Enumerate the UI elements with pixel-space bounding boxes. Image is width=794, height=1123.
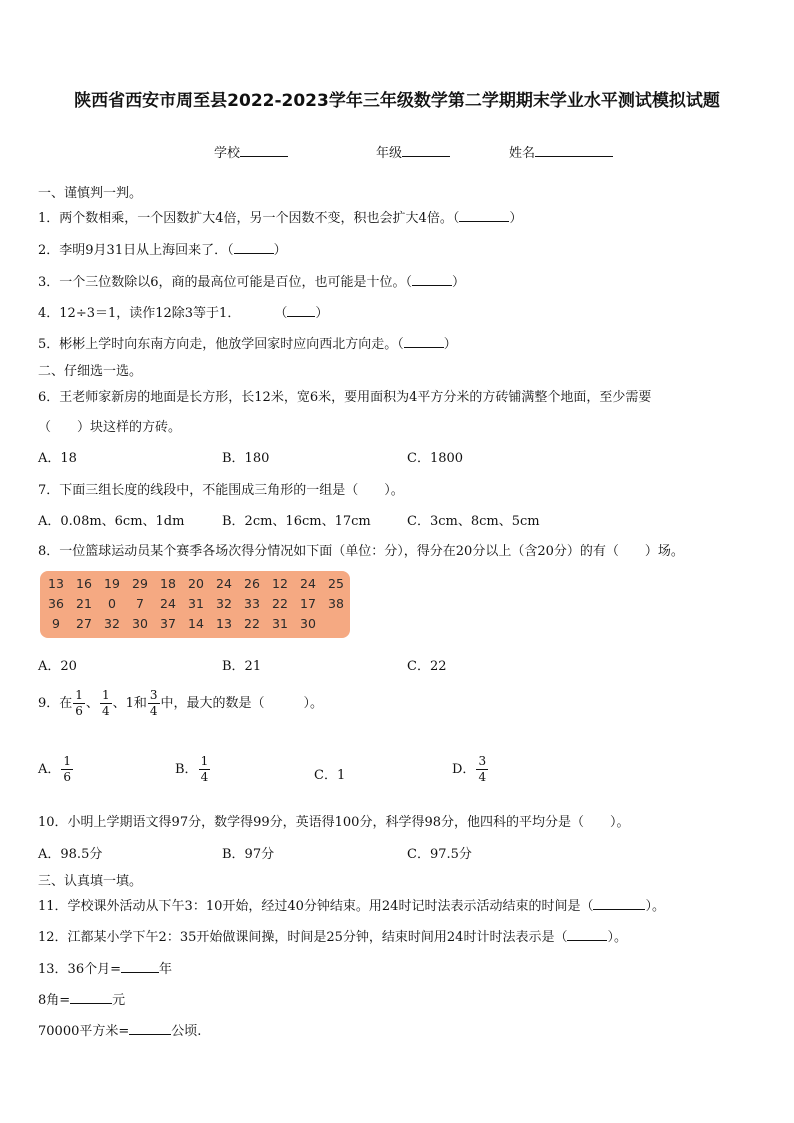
question-13-part-3: [38, 1020, 201, 1039]
unit-label: 年: [158, 962, 172, 977]
question-6-option-b[interactable]: B．180: [222, 451, 270, 466]
question-7: 7．下面三组长度的线段中，不能围成三角形的一组是（ ）。: [38, 483, 404, 498]
question-13-part-2: [38, 989, 125, 1008]
question-9: [38, 688, 323, 719]
option-label: A．: [38, 762, 61, 777]
score-cell: 20: [188, 576, 204, 591]
question-8: 8．一位篮球运动员某个赛季各场次得分情况如下面（单位：分），得分在20分以上（含20分）的有（ ）场。: [38, 544, 684, 559]
answer-blank[interactable]: [129, 1022, 171, 1035]
answer-blank[interactable]: [121, 960, 159, 973]
name-label: 姓名: [509, 146, 536, 161]
question-1-text: 1．两个数相乘，一个因数扩大4倍，另一个因数不变，积也会扩大4倍。（: [38, 211, 460, 226]
score-cell: 30: [300, 616, 316, 631]
grade-field: [376, 142, 450, 161]
question-8-option-c[interactable]: C．22: [407, 659, 447, 674]
school-blank[interactable]: [240, 144, 288, 157]
question-13-part-1-text: 13．36个月=: [38, 962, 121, 977]
score-cell: 17: [300, 596, 316, 611]
question-13-part-3-text: 70000平方米=: [38, 1024, 130, 1039]
score-cell: 25: [328, 576, 344, 591]
close-paren: ）。: [607, 930, 627, 945]
denominator: 4: [478, 770, 487, 784]
denominator: 4: [101, 704, 110, 718]
fraction: [199, 754, 211, 785]
question-11: [38, 895, 665, 914]
question-7-option-b[interactable]: B．2cm、16cm、17cm: [222, 514, 371, 529]
question-6-option-a[interactable]: A．18: [38, 451, 77, 466]
numerator: 1: [75, 688, 83, 702]
question-13-part-2-text: 8角=: [38, 993, 71, 1008]
score-cell: 18: [160, 576, 176, 591]
score-cell: 12: [272, 576, 288, 591]
close-paren: ）: [452, 275, 466, 290]
close-paren: ）: [315, 306, 329, 321]
score-cell: 13: [48, 576, 64, 591]
question-3-text: 3．一个三位数除以6，商的最高位可能是百位，也可能是十位。（: [38, 275, 413, 290]
question-13-part-1: [38, 958, 172, 977]
question-12-text: 12．江都某小学下午2：35开始做课间操，时间是25分钟，结束时间用24时计时法表示是（: [38, 930, 568, 945]
close-paren: ）: [443, 337, 457, 352]
question-7-option-c[interactable]: C．3cm、8cm、5cm: [407, 514, 540, 529]
score-cell: 22: [272, 596, 288, 611]
question-9-option-d[interactable]: [452, 754, 489, 785]
numerator: 3: [149, 688, 158, 702]
section-3-heading: 三、认真填一填。: [38, 874, 143, 889]
section-1-heading: 一、谨慎判一判。: [38, 186, 143, 201]
section-2-heading: 二、仔细选一选。: [38, 364, 143, 379]
question-9-prefix: 9．在: [38, 696, 73, 711]
numerator: 1: [63, 754, 72, 768]
question-7-option-a[interactable]: A．0.08m、6cm、1dm: [38, 514, 185, 529]
numerator: 1: [101, 688, 110, 702]
question-6-line-1: 6．王老师家新房的地面是长方形，长12米，宽6米，要用面积为4平方分米的方砖铺满整个地面，至少需要: [38, 390, 652, 405]
question-10-option-c[interactable]: C．97.5分: [407, 847, 472, 862]
question-2: [38, 239, 287, 258]
score-cell: 27: [76, 616, 92, 631]
score-cell: 26: [244, 576, 260, 591]
score-cell: 14: [188, 616, 204, 631]
question-6-line-2: （ ）块这样的方砖。: [38, 420, 182, 435]
fraction: [476, 754, 488, 785]
answer-blank[interactable]: [412, 273, 452, 286]
question-9-option-a[interactable]: [38, 754, 74, 785]
question-1: [38, 207, 522, 226]
question-6-option-c[interactable]: C．1800: [407, 451, 464, 466]
name-blank[interactable]: [535, 144, 613, 157]
score-cell: 7: [136, 596, 144, 611]
score-cell: 0: [108, 596, 116, 611]
score-cell: 31: [272, 616, 288, 631]
fraction: [61, 754, 73, 785]
score-cell: 24: [160, 596, 176, 611]
numerator: 1: [200, 754, 209, 768]
answer-blank[interactable]: [70, 991, 112, 1004]
grade-label: 年级: [376, 146, 403, 161]
answer-blank[interactable]: [459, 209, 509, 222]
denominator: 4: [200, 770, 209, 784]
option-label: D．: [452, 762, 476, 777]
score-cell: 21: [76, 596, 92, 611]
fraction: [148, 688, 160, 719]
question-5: [38, 333, 457, 352]
score-cell: 36: [48, 596, 64, 611]
fraction: [100, 688, 112, 719]
question-8-option-a[interactable]: A．20: [38, 659, 77, 674]
close-paren: ）: [509, 211, 523, 226]
question-2-text: 2．李明9月31日从上海回来了．（: [38, 243, 234, 258]
question-8-option-b[interactable]: B．21: [222, 659, 262, 674]
score-cell: 32: [104, 616, 120, 631]
score-cell: 29: [132, 576, 148, 591]
score-cell: 13: [216, 616, 232, 631]
answer-blank[interactable]: [234, 241, 274, 254]
score-cell: 24: [300, 576, 316, 591]
score-cell: 22: [244, 616, 260, 631]
answer-blank[interactable]: [404, 335, 444, 348]
question-9-middle: 、1和: [112, 696, 147, 711]
denominator: 6: [63, 770, 72, 784]
answer-blank[interactable]: [567, 928, 607, 941]
question-5-text: 5．彬彬上学时向东南方向走，他放学回家时应向西北方向走。（: [38, 337, 404, 352]
numerator: 3: [478, 754, 487, 768]
question-9-option-b[interactable]: [175, 754, 211, 785]
answer-blank[interactable]: [287, 304, 315, 317]
separator: 、: [85, 696, 99, 711]
question-10-option-a[interactable]: A．98.5分: [38, 847, 103, 862]
page-title: 陕西省西安市周至县2022-2023学年三年级数学第二学期期末学业水平测试模拟试题: [74, 91, 720, 111]
question-9-suffix: 中，最大的数是（ ）。: [160, 696, 324, 711]
denominator: 4: [149, 704, 158, 718]
score-cell: 19: [104, 576, 120, 591]
close-paren: ）: [273, 243, 287, 258]
fraction: [73, 688, 85, 719]
question-10: 10．小明上学期语文得97分，数学得99分，英语得100分，科学得98分，他四科的平均分是（ ）。: [38, 815, 630, 830]
score-cell: 16: [76, 576, 92, 591]
score-cell: 33: [244, 596, 260, 611]
grade-blank[interactable]: [402, 144, 450, 157]
denominator: 6: [75, 704, 83, 718]
score-cell: 9: [52, 616, 60, 631]
score-cell: 38: [328, 596, 344, 611]
option-label: B．: [175, 762, 198, 777]
question-12: [38, 926, 627, 945]
score-table: [40, 571, 350, 638]
question-4-text: 4．12÷3＝1，读作12除3等于1．: [38, 306, 241, 321]
name-field: [509, 142, 613, 161]
question-9-option-c[interactable]: C．1: [314, 768, 346, 783]
score-cell: 31: [188, 596, 204, 611]
unit-label: 元: [112, 993, 126, 1008]
question-10-option-b[interactable]: B．97分: [222, 847, 275, 862]
score-cell: 30: [132, 616, 148, 631]
score-cell: 24: [216, 576, 232, 591]
score-cell: 37: [160, 616, 176, 631]
question-4: 4．12÷3＝1，读作12除3等于1． （ ）: [38, 306, 329, 321]
close-paren: ）。: [645, 899, 665, 914]
question-11-text: 11．学校课外活动从下午3：10开始，经过40分钟结束。用24时记时法表示活动结束的时间是（: [38, 899, 594, 914]
unit-label: 公顷.: [171, 1024, 202, 1039]
school-label: 学校: [214, 146, 241, 161]
score-cell: 32: [216, 596, 232, 611]
question-3: [38, 271, 465, 290]
answer-blank[interactable]: [593, 897, 645, 910]
school-field: [214, 142, 288, 161]
